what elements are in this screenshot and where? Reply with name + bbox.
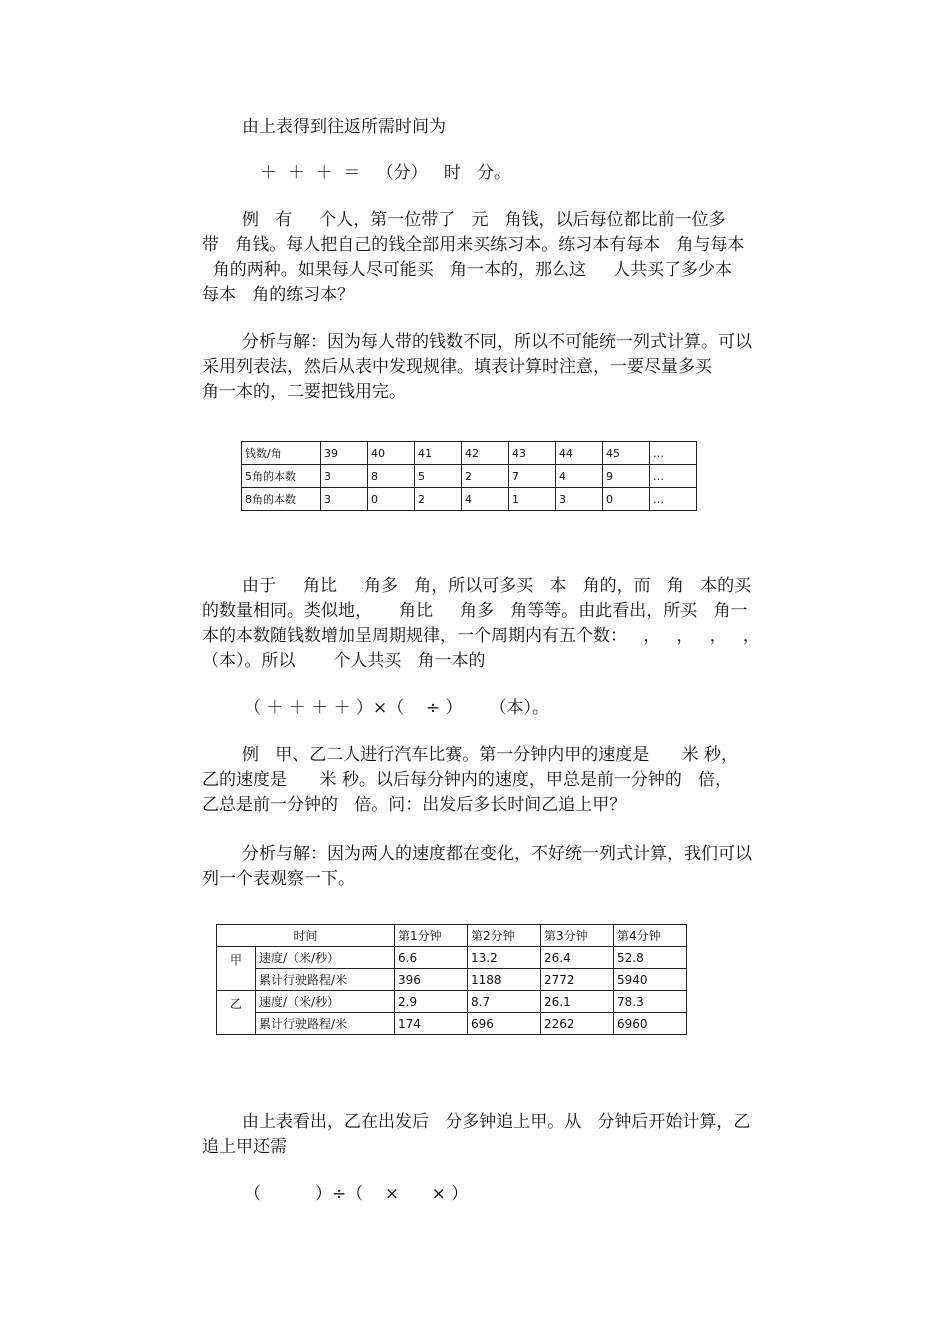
table-cell: 钱数/角 xyxy=(242,442,321,465)
table-cell: 3 xyxy=(321,488,368,511)
table-cell: … xyxy=(650,488,697,511)
text-line: 由于 角比 角多 角，所以可多买 本 角的，而 角 本的买 xyxy=(242,576,752,596)
text-line: 由上表看出，乙在出发后 分多钟追上甲。从 分钟后开始计算，乙 xyxy=(242,1112,751,1132)
table-cell: 42 xyxy=(462,442,509,465)
table-cell: 45 xyxy=(603,442,650,465)
table-cell: 396 xyxy=(395,969,468,991)
table-cell: 6.6 xyxy=(395,947,468,969)
table-cell: 174 xyxy=(395,1013,468,1035)
text-line: 乙总是前一分钟的 倍。问：出发后多长时间乙追上甲？ xyxy=(202,795,627,815)
table-header-cell: 时间 xyxy=(217,925,395,947)
table-header-cell: 第1分钟 xyxy=(395,925,468,947)
table-cell: 0 xyxy=(368,488,415,511)
table-cell: 4 xyxy=(556,465,603,488)
table-cell: 7 xyxy=(509,465,556,488)
table-cell: 2 xyxy=(462,465,509,488)
table-cell: 2.9 xyxy=(395,991,468,1013)
table-row xyxy=(242,442,697,465)
table-cell: 5 xyxy=(415,465,462,488)
table-cell: 3 xyxy=(321,465,368,488)
table-cell: 速度/（米/秒） xyxy=(256,947,395,969)
text-line: 的数量相同。类似地， 角比 角多 角等等。由此看出，所买 角一 xyxy=(202,601,748,621)
text-line: 每本 角的练习本？ xyxy=(202,285,355,305)
text-line: （本）。所以 个人共买 角一本的 xyxy=(202,651,486,671)
text-line: 乙的速度是 米 秒。以后每分钟内的速度，甲总是前一分钟的 倍， xyxy=(202,770,733,790)
table-row xyxy=(217,947,687,969)
table-row xyxy=(217,969,687,991)
table-header-cell: 第4分钟 xyxy=(614,925,687,947)
table-cell: 速度/（米/秒） xyxy=(256,991,395,1013)
table-row xyxy=(242,465,697,488)
table-cell: 6960 xyxy=(614,1013,687,1035)
table-cell: 累计行驶路程/米 xyxy=(256,1013,395,1035)
table-cell: 累计行驶路程/米 xyxy=(256,969,395,991)
table-cell: 40 xyxy=(368,442,415,465)
text-line: 分析与解：因为每人带的钱数不同，所以不可能统一列式计算。可以 xyxy=(242,332,752,352)
table-header-cell: 第3分钟 xyxy=(541,925,614,947)
table-cell: 9 xyxy=(603,465,650,488)
table-cell: 5940 xyxy=(614,969,687,991)
table-row xyxy=(242,488,697,511)
table-row xyxy=(217,1013,687,1035)
formula-line: （ ＋ ＋ ＋ ＋ ）×（ ÷ ） （本）。 xyxy=(244,698,550,718)
table-cell: 696 xyxy=(468,1013,541,1035)
table-cell: 52.8 xyxy=(614,947,687,969)
group-label: 乙 xyxy=(217,991,256,1035)
text-line: ＋ ＋ ＋ ＝ （分） 时 分。 xyxy=(260,163,512,183)
table-cell: 39 xyxy=(321,442,368,465)
text-line: 角一本的，二要把钱用完。 xyxy=(202,382,406,402)
table-cell: 1188 xyxy=(468,969,541,991)
text-line: 例 甲、乙二人进行汽车比赛。第一分钟内甲的速度是 米 秒， xyxy=(242,745,739,765)
table-cell: 44 xyxy=(556,442,603,465)
money-table xyxy=(241,441,697,511)
text-line: 由上表得到往返所需时间为 xyxy=(242,117,446,137)
table-cell: 41 xyxy=(415,442,462,465)
table-cell: 1 xyxy=(509,488,556,511)
table-cell: 8.7 xyxy=(468,991,541,1013)
table-cell: 78.3 xyxy=(614,991,687,1013)
text-line: 例 有 个人，第一位带了 元 角钱，以后每位都比前一位多 xyxy=(242,210,726,230)
text-line: 本的本数随钱数增加呈周期规律，一个周期内有五个数： ， ， ， ， xyxy=(202,626,760,646)
table-cell: 8 xyxy=(368,465,415,488)
table-cell: 13.2 xyxy=(468,947,541,969)
table-header-cell: 第2分钟 xyxy=(468,925,541,947)
table-cell: 26.4 xyxy=(541,947,614,969)
text-line: 分析与解：因为两人的速度都在变化，不好统一列式计算，我们可以 xyxy=(242,844,752,864)
table-cell: … xyxy=(650,442,697,465)
table-cell: 26.1 xyxy=(541,991,614,1013)
race-table xyxy=(216,924,687,1035)
table-cell: 43 xyxy=(509,442,556,465)
table-cell: 5角的本数 xyxy=(242,465,321,488)
table-cell: 8角的本数 xyxy=(242,488,321,511)
table-cell: 4 xyxy=(462,488,509,511)
table-cell: 2 xyxy=(415,488,462,511)
table-cell: 0 xyxy=(603,488,650,511)
group-label: 甲 xyxy=(217,947,256,991)
table-row xyxy=(217,991,687,1013)
table-cell: … xyxy=(650,465,697,488)
table-cell: 3 xyxy=(556,488,603,511)
text-line: 追上甲还需 xyxy=(202,1137,287,1157)
text-line: 列一个表观察一下。 xyxy=(202,869,355,889)
text-line: 角的两种。如果每人尽可能买 角一本的，那么这 人共买了多少本 xyxy=(202,260,733,280)
text-line: 带 角钱。每人把自己的钱全部用来买练习本。练习本有每本 角与每本 xyxy=(202,235,745,255)
table-header-row xyxy=(217,925,687,947)
text-line: 采用列表法，然后从表中发现规律。填表计算时注意，一要尽量多买 xyxy=(202,357,712,377)
table-cell: 2262 xyxy=(541,1013,614,1035)
table-cell: 2772 xyxy=(541,969,614,991)
formula-line: （ ）÷（ × × ） xyxy=(244,1184,469,1204)
